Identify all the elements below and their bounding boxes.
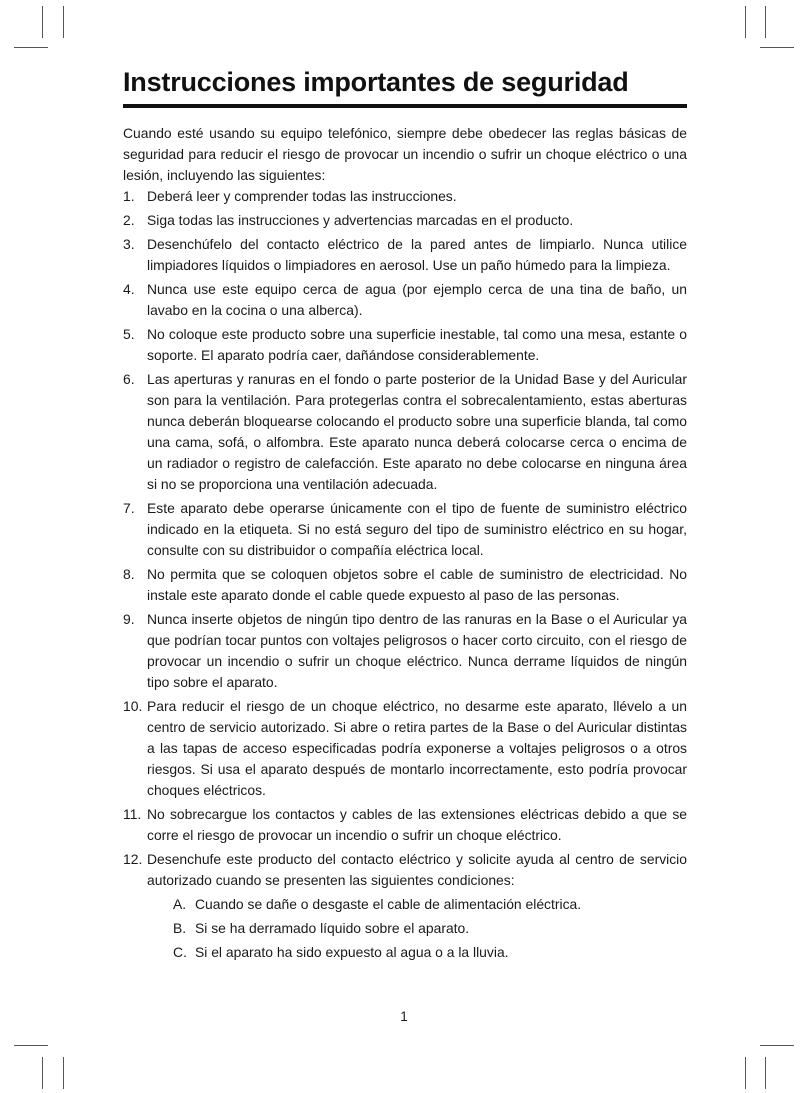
- item-number: 6.: [123, 371, 135, 387]
- item-number: 10.: [123, 698, 143, 714]
- item-text: Desenchufe este producto del contacto eléctrico y solicite ayuda al centro de servicio autorizado cuando se presenten las siguientes condiciones:: [147, 851, 687, 888]
- sub-item-letter: A.: [173, 896, 187, 912]
- sub-list-item: [173, 918, 687, 939]
- sub-item-text: Cuando se dañe o desgaste el cable de alimentación eléctrica.: [195, 896, 582, 912]
- item-text: Deberá leer y comprender todas las instrucciones.: [147, 188, 457, 204]
- crop-mark: [14, 1045, 48, 1046]
- list-item: [123, 564, 687, 606]
- list-item: [123, 234, 687, 276]
- list-item: [123, 696, 687, 801]
- item-text: No permita que se coloquen objetos sobre el cable de suministro de electricidad. No instale este aparato donde el cable quede expuesto al paso de las personas.: [147, 566, 687, 603]
- sub-item-text: Si se ha derramado líquido sobre el aparato.: [195, 920, 470, 936]
- item-number: 2.: [123, 212, 135, 228]
- list-item: [123, 804, 687, 846]
- sub-list-item: [173, 942, 687, 963]
- item-number: 9.: [123, 611, 135, 627]
- sub-item-letter: C.: [173, 944, 187, 960]
- crop-mark: [760, 47, 794, 48]
- item-number: 7.: [123, 500, 135, 516]
- item-text: Este aparato debe operarse únicamente con el tipo de fuente de suministro eléctrico indicado en la etiqueta. Si no está seguro del tipo de suministro eléctrico en su hogar, consulte con su distribuidor o compañía eléctrica local.: [147, 500, 687, 558]
- item-number: 11.: [123, 806, 142, 822]
- intro-paragraph: Cuando esté usando su equipo telefónico, siempre debe obedecer las reglas básicas de seguridad para reducir el riesgo de provocar un incendio o sufrir un choque eléctrico o una lesión, incluyendo las siguientes:: [123, 125, 687, 183]
- page-number: 1: [400, 1009, 408, 1024]
- sub-item-text: Si el aparato ha sido expuesto al agua o a la lluvia.: [195, 944, 509, 960]
- condition-list: [147, 894, 687, 963]
- list-item: [123, 849, 687, 963]
- crop-mark: [42, 1057, 43, 1089]
- item-text: No sobrecargue los contactos y cables de las extensiones eléctricas debido a que se corre el riesgo de provocar un incendio o sufrir un choque eléctrico.: [147, 806, 687, 843]
- crop-mark: [63, 1057, 64, 1089]
- item-text: Nunca inserte objetos de ningún tipo dentro de las ranuras en la Base o el Auricular ya que podrían tocar puntos con voltajes peligrosos o hacer corto circuito, con el riesgo de provocar un incendio o sufrir un choque eléctrico. Nunca derrame líquidos de ningún tipo sobre el aparato.: [147, 611, 687, 690]
- list-item: [123, 279, 687, 321]
- item-number: 5.: [123, 326, 135, 342]
- item-number: 4.: [123, 281, 135, 297]
- list-item: [123, 369, 687, 495]
- item-text: Nunca use este equipo cerca de agua (por ejemplo cerca de una tina de baño, un lavabo en la cocina o una alberca).: [147, 281, 687, 318]
- list-item: [123, 186, 687, 207]
- list-item: [123, 210, 687, 231]
- crop-mark: [765, 6, 766, 38]
- item-text: Siga todas las instrucciones y advertencias marcadas en el producto.: [147, 212, 574, 228]
- crop-mark: [63, 6, 64, 38]
- list-item: [123, 324, 687, 366]
- crop-mark: [765, 1057, 766, 1089]
- item-text: Las aperturas y ranuras en el fondo o parte posterior de la Unidad Base y del Auricular son para la ventilación. Para protegerlas contra el sobrecalentamiento, estas aberturas nunca deberán bloquearse colocando el producto sobre una superficie blanda, tal como una cama, sofá, o alfombra. Este aparato nunca deberá colocarse cerca o encima de un radiador o registro de calefacción. Este aparato no debe colocarse en ninguna área si no se proporciona una ventilación adecuada.: [147, 371, 687, 492]
- safety-list: [123, 186, 687, 963]
- item-text: Para reducir el riesgo de un choque eléctrico, no desarme este aparato, llévelo a un centro de servicio autorizado. Si abre o retira partes de la Base o del Auricular distintas a las tapas de acceso especificadas podría exponerse a voltajes peligrosos o a otros riesgos. Si usa el aparato después de montarlo incorrectamente, esto podría provocar choques eléctricos.: [147, 698, 687, 798]
- item-number: 1.: [123, 188, 135, 204]
- list-item: [123, 498, 687, 561]
- crop-mark: [760, 1045, 794, 1046]
- crop-mark: [14, 47, 48, 48]
- item-text: Desenchúfelo del contacto eléctrico de la pared antes de limpiarlo. Nunca utilice limpiadores líquidos o limpiadores en aerosol. Use un paño húmedo para la limpieza.: [147, 236, 687, 273]
- page-title: Instrucciones importantes de seguridad: [123, 62, 687, 108]
- sub-item-letter: B.: [173, 920, 187, 936]
- crop-mark: [745, 6, 746, 38]
- document-body: [123, 62, 687, 963]
- sub-list-item: [173, 894, 687, 915]
- item-number: 3.: [123, 236, 135, 252]
- item-text: No coloque este producto sobre una superficie inestable, tal como una mesa, estante o soporte. El aparato podría caer, dañándose considerablemente.: [147, 326, 687, 363]
- item-number: 8.: [123, 566, 135, 582]
- crop-mark: [745, 1057, 746, 1089]
- list-item: [123, 609, 687, 693]
- item-number: 12.: [123, 851, 143, 867]
- crop-mark: [42, 6, 43, 38]
